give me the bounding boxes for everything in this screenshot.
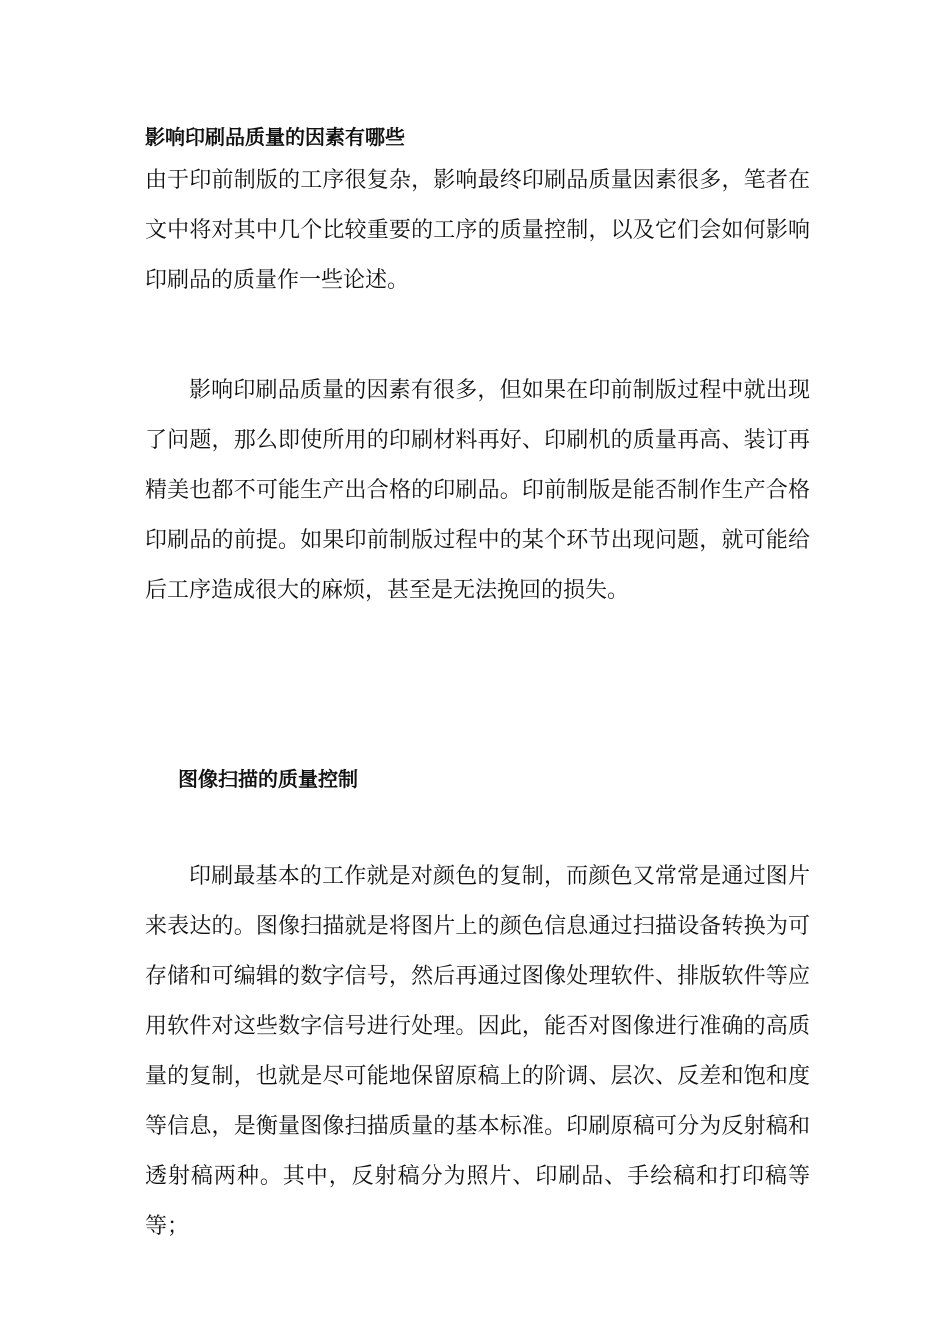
image-scanning-paragraph: 印刷最基本的工作就是对颜色的复制，而颜色又常常是通过图片来表达的。图像扫描就是将图片上的颜色信息通过扫描设备转换为可存储和可编辑的数字信号，然后再通过图像处理软件、排版软件等应用软件对这些数字信号进行处理。因此，能否对图像进行准确的高质量的复制，也就是尽可能地保留原稿上的阶调、层次、反差和饱和度等信息，是衡量图像扫描质量的基本标准。印刷原稿可分为反射稿和透射稿两种。其中，反射稿分为照片、印刷品、手绘稿和打印稿等等； [145, 864, 810, 1239]
document-title: 影响印刷品质量的因素有哪些 [145, 125, 405, 149]
document-content [145, 118, 810, 1252]
paragraph-spacer [145, 306, 810, 366]
section-spacer [145, 616, 810, 760]
quality-factors-paragraph: 影响印刷品质量的因素有很多，但如果在印前制版过程中就出现了问题，那么即使所用的印刷材料再好、印刷机的质量再高、装订再精美也都不可能生产出合格的印刷品。印前制版是能否制作生产合格印刷品的前提。如果印前制版过程中的某个环节出现问题，就可能给后工序造成很大的麻烦，甚至是无法挽回的损失。 [145, 378, 810, 603]
intro-paragraph: 由于印前制版的工序很复杂，影响最终印刷品质量因素很多，笔者在文中将对其中几个比较重要的工序的质量控制，以及它们会如何影响印刷品的质量作一些论述。 [145, 168, 810, 293]
section-title: 图像扫描的质量控制 [178, 767, 358, 791]
section-title-spacer [145, 798, 810, 852]
